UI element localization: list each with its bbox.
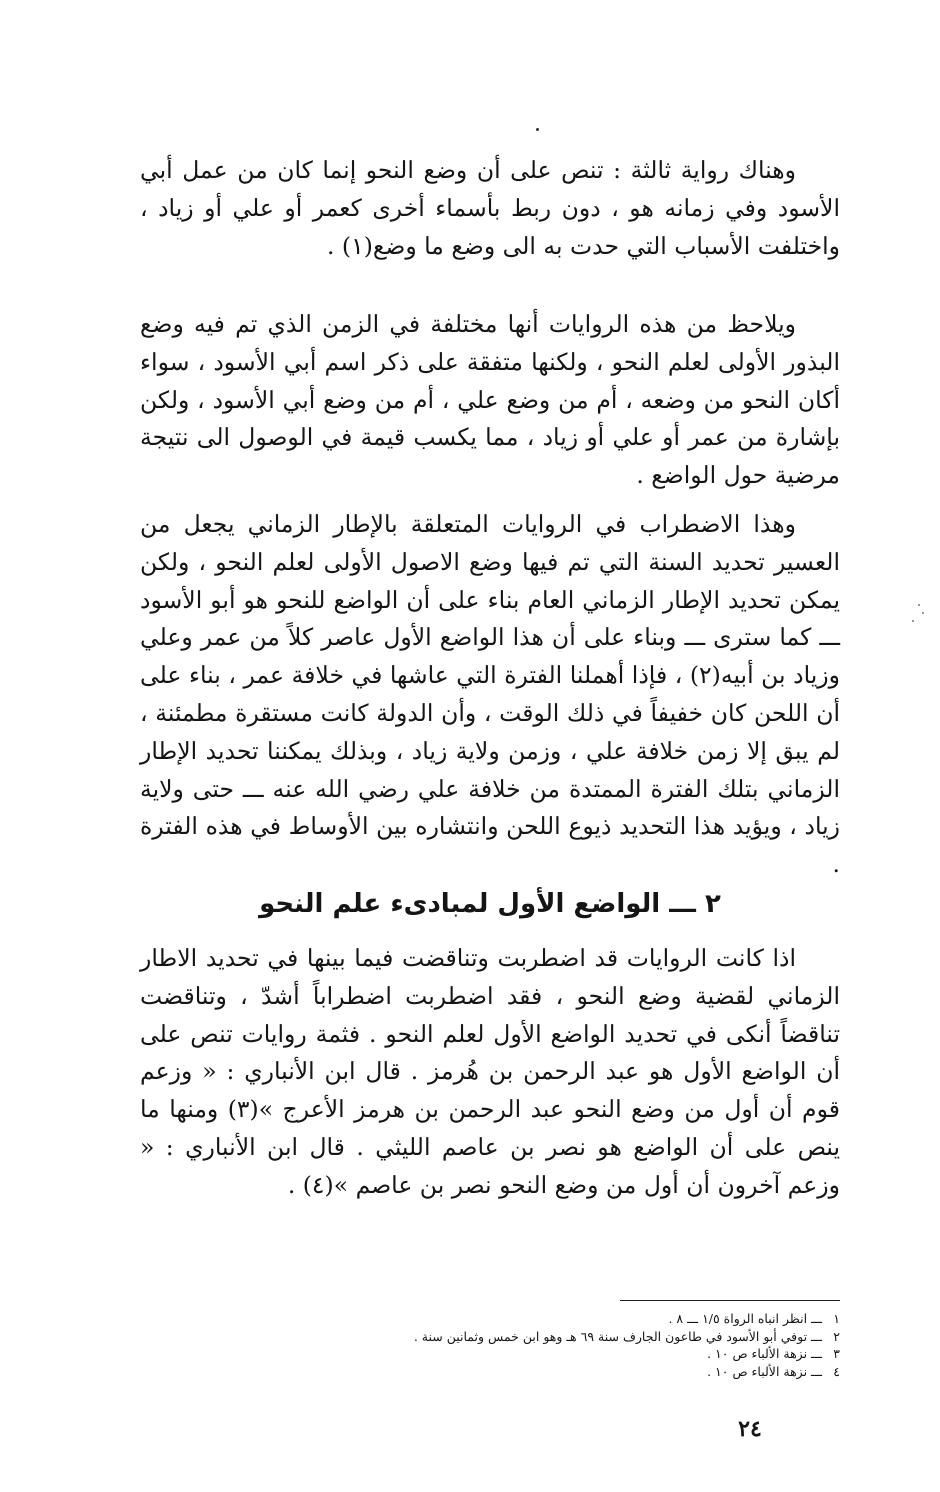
footnote-number: ٣ [833,1346,840,1362]
footnote-number: ٢ [833,1328,840,1344]
footnotes [140,1310,840,1380]
scan-speck [922,612,924,614]
scan-speck [918,604,920,606]
paragraph-text: وهناك رواية ثالثة : تنص على أن وضع النحو إنما كان من عمل أبي الأسود وفي زمانه هو ، دون ربط بأسماء أخرى كعمر أو علي أو زياد ، واختلفت الأسباب التي حدت به الى وضع ما وضع(١) . [140,156,840,260]
paragraph-text: وهذا الاضطراب في الروايات المتعلقة بالإطار الزماني يجعل من العسير تحديد السنة التي تم فيها وضع الاصول الأولى لعلم النحو ، ولكن يمكن تحديد الإطار الزماني العام بناء على أن الواضع للنحو هو أبو الأسود ـــ كما سترى ـــ وبناء على أن هذا الواضع الأول عاصر كلاً من عمر وعلي وزياد بن أبيه(٢) ، فإذا أهملنا الفترة التي عاشها في خلافة عمر ، بناء على أن اللحن كان خفيفاً في ذلك الوقت ، وأن الدولة كانت مستقرة مطمئنة ، لم يبق إلا زمن خلافة علي ، وزمن ولاية زياد ، وبذلك يمكننا تحديد الإطار الزماني بتلك الفترة الممتدة من خلافة علي رضي الله عنه ـــ حتى ولاية زياد ، ويؤيد هذا التحديد ذيوع اللحن وانتشاره بين الأوساط في هذه الفترة . [140,510,840,879]
paragraph-third-narration [140,152,840,265]
footnote-separator [620,1300,840,1301]
footnote-1 [140,1310,840,1328]
footnote-4 [140,1363,840,1381]
footnote-2 [140,1328,840,1346]
paragraph-observation [140,306,840,495]
page-number: ٢٤ [738,1416,762,1442]
paragraph-text: اذا كانت الروايات قد اضطربت وتناقضت فيما بينها في تحديد الاطار الزماني لقضية وضع النحو ، فقد اضطربت اضطراباً أشدّ ، وتناقضت تناقضاً أنكى في تحديد الواضع الأول لعلم النحو . فثمة روايات تنص على أن الواضع الأول هو عبد الرحمن بن هُرمز . قال ابن الأنباري : « وزعم قوم أن أول من وضع النحو عبد الرحمن بن هرمز الأعرج »(٣) ومنها ما ينص على أن الواضع هو نصر بن عاصم الليثي . قال ابن الأنباري : « وزعم آخرون أن أول من وضع النحو نصر بن عاصم »(٤) . [140,944,840,1199]
paragraph-text: ويلاحظ من هذه الروايات أنها مختلفة في الزمن الذي تم فيه وضع البذور الأولى لعلم النحو ، ولكنها متفقة على ذكر اسم أبي الأسود ، سواء أكان النحو من وضعه ، أم من وضع علي ، أم من وضع أبي الأسود ، ولكن بإشارة من عمر أو علي أو زياد ، مما يكسب قيمة في الوصول الى نتيجة مرضية حول الواضع . [140,310,840,490]
footnote-text: ـــ نزهة الألباء ص ١٠ . [707,1363,823,1379]
footnote-number: ١ [833,1311,840,1326]
scan-mark [536,128,539,131]
footnote-number: ٤ [833,1363,840,1379]
footnote-text: ـــ انظر انباه الرواة ١/٥ ـــ ٨ . [668,1311,823,1326]
footnote-text: ـــ نزهة الألباء ص ١٠ . [707,1346,823,1362]
scan-speck [912,620,914,622]
paragraph-first-founder [140,940,840,1205]
section-heading: ٢ ـــ الواضع الأول لمبادىء علم النحو [259,889,721,919]
paragraph-time-frame [140,506,840,884]
footnote-text: ـــ توفي أبو الأسود في طاعون الجارف سنة ٦٩ هـ وهو ابن خمس وثمانين سنة . [413,1328,823,1344]
footnote-3 [140,1345,840,1363]
